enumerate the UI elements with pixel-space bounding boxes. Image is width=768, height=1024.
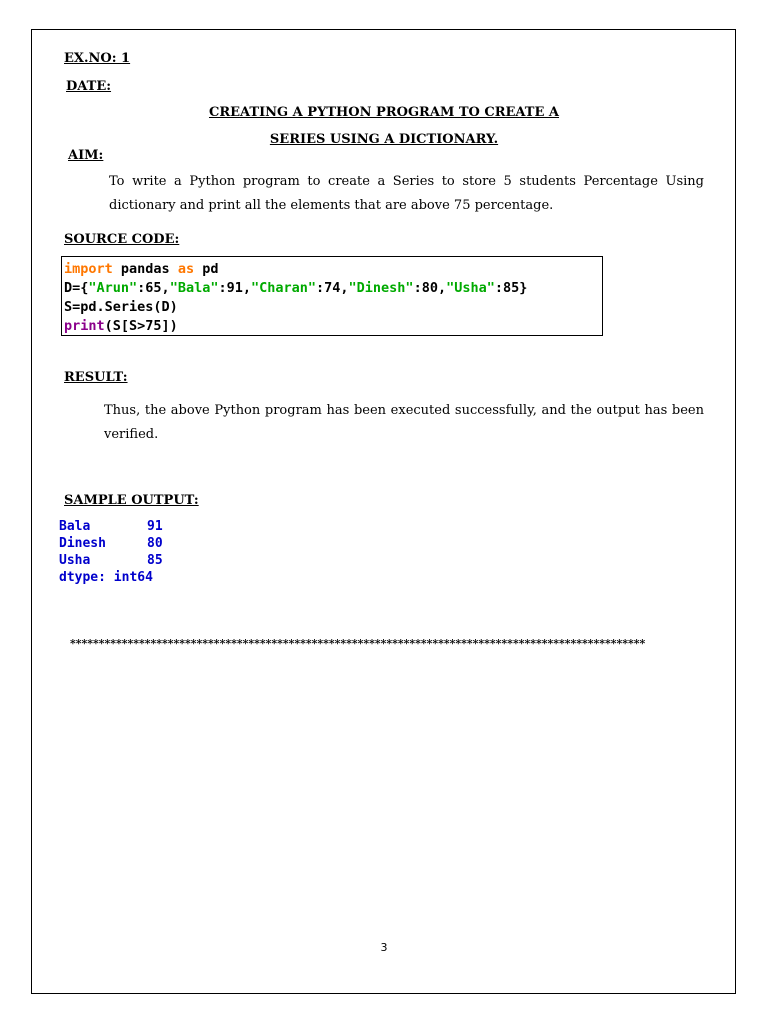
sample-output-heading: SAMPLE OUTPUT: [64,493,199,508]
code-block [61,256,603,336]
string-literal: "Usha" [446,280,495,296]
output-value: 91 [147,519,163,534]
code-line-2 [64,279,602,298]
title-line-1: CREATING A PYTHON PROGRAM TO CREATE A [208,105,560,120]
ex-no-label: EX.NO: 1 [64,51,131,66]
page-number: 3 [380,941,388,954]
code-text: :65, [137,280,170,296]
output-value: 80 [147,536,163,551]
output-label: Dinesh [59,536,106,551]
source-code-heading: SOURCE CODE: [64,232,180,247]
aim-heading: AIM: [68,148,104,163]
output-value: 85 [147,553,163,568]
print-keyword: print [64,318,105,334]
output-row [59,518,163,535]
output-row [59,552,163,569]
code-text: :85} [494,280,528,296]
result-heading: RESULT: [64,370,128,385]
code-text: pandas [112,261,178,277]
code-text: D={ [64,280,89,296]
aim-text: To write a Python program to create a Series to store 5 students Percentage Using dictionary and print all the elements that are above 75 percentage. [109,174,704,213]
code-text: :91, [218,280,251,296]
code-text: :74, [316,280,349,296]
output-dtype: dtype: int64 [59,570,153,585]
code-text: (S[S>75]) [104,318,178,334]
code-line-4 [64,317,602,336]
result-text: Thus, the above Python program has been executed successfully, and the output has been verified. [104,403,704,442]
output-row [59,535,163,552]
output-label: Usha [59,553,91,568]
string-literal: "Arun" [88,280,138,296]
date-label: DATE: [66,79,112,94]
import-keyword: import [64,261,113,277]
as-keyword: as [177,261,195,277]
code-text: :80, [413,280,447,296]
string-literal: "Charan" [250,280,317,296]
code-line-3: S=pd.Series(D) [64,299,178,315]
output-label: Bala [59,519,91,534]
separator-stars: **************************************************************************************************** [70,637,646,650]
sample-output-block [59,518,163,586]
title-line-2: SERIES USING A DICTIONARY. [269,132,499,147]
code-text: pd [194,261,219,277]
string-literal: "Bala" [169,280,219,296]
code-line-1 [64,260,602,279]
string-literal: "Dinesh" [348,280,414,296]
